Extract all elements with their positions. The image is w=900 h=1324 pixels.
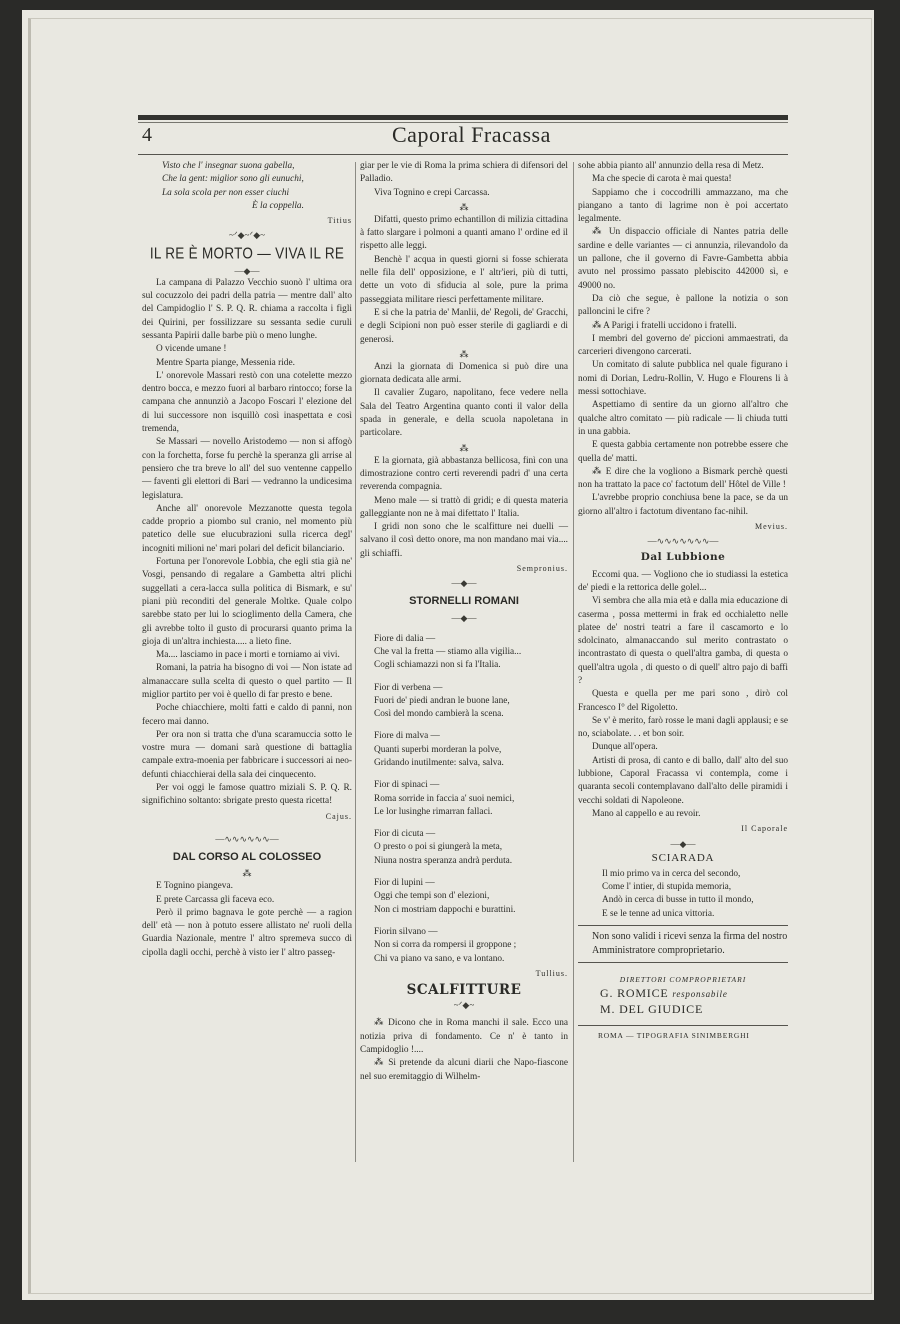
director-name-text: G. ROMICE bbox=[600, 986, 669, 1001]
paragraph: Benchè l' acqua in questi giorni si fosse schierata nelle fila dell' opposizione, e l' altr'ieri, più di tutti, dette un voto di sfiducia al sole, pure la prima passeggiata militare riesci perfettamente militare. bbox=[360, 254, 568, 305]
paragraph: Questa e quella per me pari sono , dirò col Francesco I° del Rigoletto. bbox=[578, 689, 788, 713]
paragraph: Poche chiacchiere, molti fatti e caldo di panni, non fecero mai danno. bbox=[142, 703, 352, 727]
section-title: STORNELLI ROMANI bbox=[409, 595, 519, 608]
column-separator bbox=[355, 162, 356, 1162]
ornament: —∿∿∿∿∿∿— bbox=[215, 833, 279, 844]
asterism: ⁂ bbox=[242, 868, 252, 879]
paragraph: E la giornata, già abbastanza bellicosa, finì con una dimostrazione contro certi reverendi padri d' una certa reverenda compagnia. bbox=[360, 455, 568, 493]
ornament: —◆— bbox=[451, 612, 477, 623]
article-signature: Mevius. bbox=[755, 522, 788, 532]
poem-line: Non ci mostriam dappochi e burattini. bbox=[374, 904, 516, 915]
ornament: —∿∿∿∿∿∿∿— bbox=[647, 536, 719, 547]
paragraph: Se Massari — novello Aristodemo — non si affogò con la forchetta, forse fu perchè la speranza gli arrise al pensiero che tra breve lo all' del suo ventenne cappello — faventi gli elettori di Bari — vedranno la undicesima legislatura. bbox=[142, 437, 352, 501]
poem-line: Cogli schiamazzi non si fa l'Italia. bbox=[374, 660, 501, 671]
paragraph: ⁂ Si pretende da alcuni diarii che Napo-fiascone nel suo eremitaggio di Wilhelm- bbox=[360, 1058, 568, 1082]
section-title: Dal Lubbione bbox=[640, 551, 726, 564]
paragraph: E si che la patria de' Manlii, de' Regoli, de' Gracchi, e degli Scipioni non può esser sterile di gagliardi e di generosi. bbox=[360, 307, 568, 345]
paragraph: E questa gabbia certamente non potrebbe essere che quella de' matti. bbox=[578, 440, 788, 464]
paragraph: E prete Carcassa gli faceva eco. bbox=[156, 894, 275, 905]
poem-line: Fior di verbena — bbox=[374, 682, 443, 693]
poem-line: Non si corra da rompersi il groppone ; bbox=[374, 940, 517, 951]
paragraph: ⁂ A Parigi i fratelli uccidono i fratelli. bbox=[592, 320, 737, 331]
column-3 bbox=[578, 160, 788, 1043]
stornelli-poem bbox=[360, 624, 568, 966]
paragraph: Artisti di prosa, di canto e di ballo, dall' alto del suo lubbione, Caporal Fracassa vi contempla, come i quaranta secoli contemplavano dall'alto delle piramidi i vecchi soldati di Napoleone. bbox=[578, 755, 788, 806]
paragraph: Un comitato di salute pubblica nel quale figurano i nomi di Dorian, Ledru-Rollin, V. Hugo e Flourens li à messi sottochiave. bbox=[578, 360, 788, 398]
paragraph: Aspettiamo di sentire da un giorno all'altro che qualche altro comitato — più radicale — li chiuda tutti in una gabbia. bbox=[578, 400, 788, 437]
ornament: —◆— bbox=[234, 265, 260, 276]
paragraph: Anzi la giornata di Domenica si può dire una giornata dedicata alle armi. bbox=[360, 361, 568, 386]
poem-line: Fuori de' piedi andran le buone lane, bbox=[374, 695, 510, 706]
paragraph: I membri del governo de' piccioni ammaestrati, da carcerieri divengono carcerati. bbox=[578, 333, 788, 358]
paragraph: Ma.... lasciamo in pace i morti e torniamo ai vivi. bbox=[156, 650, 340, 661]
paragraph: Sappiamo che i coccodrilli ammazzano, ma che piangano a tanto di lagrime non è poi accertato legalmente. bbox=[578, 187, 788, 225]
paragraph: giar per le vie di Roma la prima schiera di difensori del Palladio. bbox=[360, 161, 568, 185]
poem-signature: Tullius. bbox=[535, 968, 568, 978]
section-title: SCALFITTURE bbox=[406, 982, 522, 999]
column-separator bbox=[573, 162, 574, 1162]
paragraph: ⁂ Un dispaccio officiale di Nantes patria delle sardine e delle variantes — ci annunzia, rilevandolo da un pallone, che il governo di Favre-Gambetta abbia avuto nel prossimo passato plebiscito 442000 sì, e 49000 no. bbox=[578, 227, 788, 291]
epigraph-line: Che la gent: miglior sono gli eunuchi, bbox=[162, 174, 304, 185]
article-signature: Cajus. bbox=[325, 811, 352, 821]
poem-line: Così del mondo cambierà la scena. bbox=[374, 709, 504, 720]
article-title: DAL CORSO AL COLOSSEO bbox=[172, 850, 322, 863]
paragraph: Meno male — si trattò di gridi; e di questa materia galleggiante non ne à mai difettato l' Italia. bbox=[360, 495, 568, 519]
notice-box: Non sono validi i ricevi senza la firma del nostro Amministratore comproprietario. bbox=[578, 925, 788, 963]
poem-line: Gridando inutilmente: salva, salva. bbox=[374, 757, 504, 768]
poem-line: Fiorin silvano — bbox=[374, 926, 438, 937]
newspaper-title: Caporal Fracassa bbox=[392, 122, 551, 147]
paragraph: Per voi oggi le famose quattro miziali S. P. Q. R. significhino soltanto: sbrigate presto questa ricetta! bbox=[142, 783, 352, 807]
poem-line: Fiore di malva — bbox=[374, 731, 440, 742]
paragraph: ⁂ E dire che la vogliono a Bismark perchè questi non ha trattato la pace co' factotum dell' Hôtel de Ville ! bbox=[578, 466, 788, 491]
director-name: M. DEL GIUDICE bbox=[600, 1002, 704, 1017]
paragraph: Dunque all'opera. bbox=[592, 742, 658, 753]
column-1 bbox=[142, 160, 352, 960]
director-name bbox=[578, 986, 788, 1002]
directors-label: DIRETTORI COMPROPRIETARI bbox=[619, 975, 747, 985]
article-signature: Sempronius. bbox=[516, 564, 568, 574]
poem-line: Fior di lupini — bbox=[374, 878, 435, 889]
poem-line: Roma sorride in faccia a' suoi nemici, bbox=[374, 793, 515, 804]
ornament: ~ᐟ◆~ bbox=[453, 1000, 475, 1011]
paragraph: I gridi non sono che le scalfitture nei duelli — salvano il così detto onore, ma non mandano mai via.... gli schiaffi. bbox=[360, 522, 568, 559]
epigraph-line: È la coppella. bbox=[252, 200, 304, 211]
poem-line: Che val la fretta — stiamo alla vigilia... bbox=[374, 646, 522, 657]
sciarada-verse bbox=[578, 868, 788, 921]
printer-imprint: ROMA — TIPOGRAFIA SINIMBERGHI bbox=[578, 1025, 788, 1042]
paragraph: Viva Tognino e crepi Carcassa. bbox=[374, 187, 490, 198]
paragraph: Però il primo bagnava le gote perchè — a ragion dell' età — non à potuto essere allistato ne' ruoli della Guardia Nazionale, mentre l' altro spremeva succo di cipolla dagli occhi, perchè à visto ier l' altro passeg- bbox=[142, 907, 352, 958]
article-title: IL RE È MORTO — VIVA IL RE bbox=[149, 245, 345, 263]
paragraph: L'avrebbe proprio conchiusa bene la pace, se da un giorno all'altro i factotum diventano fac-nihil. bbox=[578, 493, 788, 517]
poem-line: Fior di cicuta — bbox=[374, 829, 436, 840]
article-signature: Il Caporale bbox=[741, 824, 788, 834]
paragraph: sohe abbia pianto all' annunzio della resa di Metz. bbox=[578, 161, 764, 171]
paragraph: Ma che specie di carota è mai questa! bbox=[592, 174, 732, 185]
paragraph: ⁂ Dicono che in Roma manchi il sale. Ecco una notizia priva di fondamento. Ce n' è tanto in Campidoglio !.... bbox=[360, 1018, 568, 1056]
header-rule bbox=[138, 154, 788, 155]
paragraph: Il cavalier Zugaro, napolitano, fece vedere nella Sala del Teatro Argentina quanto conti il valor della spada in generale, e della scuola napoletana in particolare. bbox=[360, 388, 568, 439]
directors-block bbox=[578, 973, 788, 1017]
verse-line: E se le tenne ad unica vittoria. bbox=[602, 908, 715, 919]
paragraph: Per ora non si tratta che d'una scaramuccia sotto le vostre mura — domani sarà questione di battaglia campale extra-moenia per fabbricare i successori ai neo-defunti chiacchierai della sala dei cinquecento. bbox=[142, 729, 352, 780]
epigraph-line: La sola scola per non esser ciuchi bbox=[162, 187, 290, 198]
verse-line: Come l' intier, di stupida memoria, bbox=[602, 882, 732, 893]
poem-line: O presto o poi si giungerà la meta, bbox=[374, 842, 503, 853]
director-role: responsabile bbox=[672, 989, 728, 1000]
ornament: ~ᐟ◆~ᐟ◆~ bbox=[228, 230, 266, 241]
poem-line: Oggi che tempi son d' elezioni, bbox=[374, 891, 490, 902]
paragraph: Mentre Sparta piange, Messenia ride. bbox=[156, 357, 295, 368]
asterism: ⁂ bbox=[459, 201, 469, 212]
paragraph: L' onorevole Massari restò con una cotelette mezzo dentro bocca, e mezzo fuori al barbaro rintocco; forse la campana che annunziò a Jacopo Foscari l' elezione del di lui successore non isquillò così inaspettata e così tremenda, bbox=[142, 370, 352, 435]
paragraph: Difatti, questo primo echantillon di milizia cittadina à fatto slargare i polmoni a quanti amano l' ordine ed il rispetto alle leggi. bbox=[360, 214, 568, 252]
epigraph bbox=[142, 160, 352, 213]
poem-line: Niuna nostra speranza andrà perduta. bbox=[374, 855, 513, 866]
paragraph: Romani, la patria ha bisogno di voi — Non istate ad almanaccare sulla scelta di questo o quel partito — Il miglior partito per voi è quello di far presto e bene. bbox=[142, 663, 352, 700]
epigraph-signature: Titius bbox=[327, 216, 352, 226]
section-title: SCIARADA bbox=[651, 851, 715, 864]
paragraph: Mano al cappello e au revoir. bbox=[592, 808, 701, 819]
poem-line: Fior di spinaci — bbox=[374, 780, 440, 791]
poem-line: Le lor lusinghe rimarran fallaci. bbox=[374, 806, 493, 817]
poem-line: Fiore di dalia — bbox=[374, 633, 436, 644]
asterism: ⁂ bbox=[459, 442, 469, 453]
paragraph: Da ciò che segue, è pallone la notizia o son palloncini le cifre ? bbox=[578, 293, 788, 318]
ornament: —◆— bbox=[451, 578, 477, 589]
poem-line: Chi va piano va sano, e va lontano. bbox=[374, 953, 505, 964]
ornament: —◆— bbox=[670, 838, 696, 849]
paragraph: Fortuna per l'onorevole Lobbia, che egli stia già ne' Vosgi, pensando di regalare a Gambetta altri plichi suggellati a cera-lacca sulla politica di Bismark, e su' piani più reconditi del generale Moltke. Quale colpo sarebbe stato per lui lo scioglimento della Camera, che gli avrebbe tolto il gusto di procurarsi quanto prima la gioja di un'altra inchiesta..... a lieto fine. bbox=[142, 557, 352, 647]
paragraph: La campana di Palazzo Vecchio suonò l' ultima ora sul cocuzzolo dei padri della patria — mentre dall' alto del Campidoglio l' S. P. Q. R. chiama a raccolta i figli dei Quirini, per fossilizzare su sessanta sedie curuli sessanta Papirii dalle barbe più o meno lunghe. bbox=[142, 277, 352, 341]
poem-line: Quanti superbi morderan la polve, bbox=[374, 744, 502, 755]
asterism: ⁂ bbox=[459, 348, 469, 359]
paragraph: Se v' è merito, farò rosse le mani dagli applausi; e se no, sciabolate. . . et bon soir. bbox=[578, 715, 788, 740]
paragraph: Eccomi qua. — Vogliono che io studiassi la estetica de' piedi e la rettorica delle golel... bbox=[578, 569, 788, 593]
epigraph-line: Visto che l' insegnar suona gabella, bbox=[162, 161, 295, 171]
verse-line: Andò in cerca di busse in tutto il mondo, bbox=[602, 895, 754, 906]
column-2 bbox=[360, 160, 568, 1084]
newspaper-page bbox=[22, 10, 874, 1300]
verse-line: Il mio primo va in cerca del secondo, bbox=[602, 868, 741, 879]
masthead-rule bbox=[138, 115, 788, 120]
paragraph: E Tognino piangeva. bbox=[156, 881, 233, 892]
page-number: 4 bbox=[142, 124, 152, 146]
paragraph: Vi sembra che alla mia età e dalla mia educazione di caserma , possa mettermi in frak ed occhialetto nelle platee de' nostri teatri a fare il cascamorto e lo sdolcinato, almanaccando sul merito contrastato o incontrastato di questa o quell'altra gamba, di questa o quell'altra ugola , di questo o di quell' altro pajo di baffi ? bbox=[578, 596, 788, 686]
paragraph: O vicende umane ! bbox=[156, 344, 227, 355]
paragraph: Anche all' onorevole Mezzanotte questa tegola cadde proprio a piombo sul cranio, nel momento più patetico delle sue elucubrazioni sulla ricerca degl' incogniti milioni ne' mari polari del deficit bilanciario. bbox=[142, 503, 352, 554]
